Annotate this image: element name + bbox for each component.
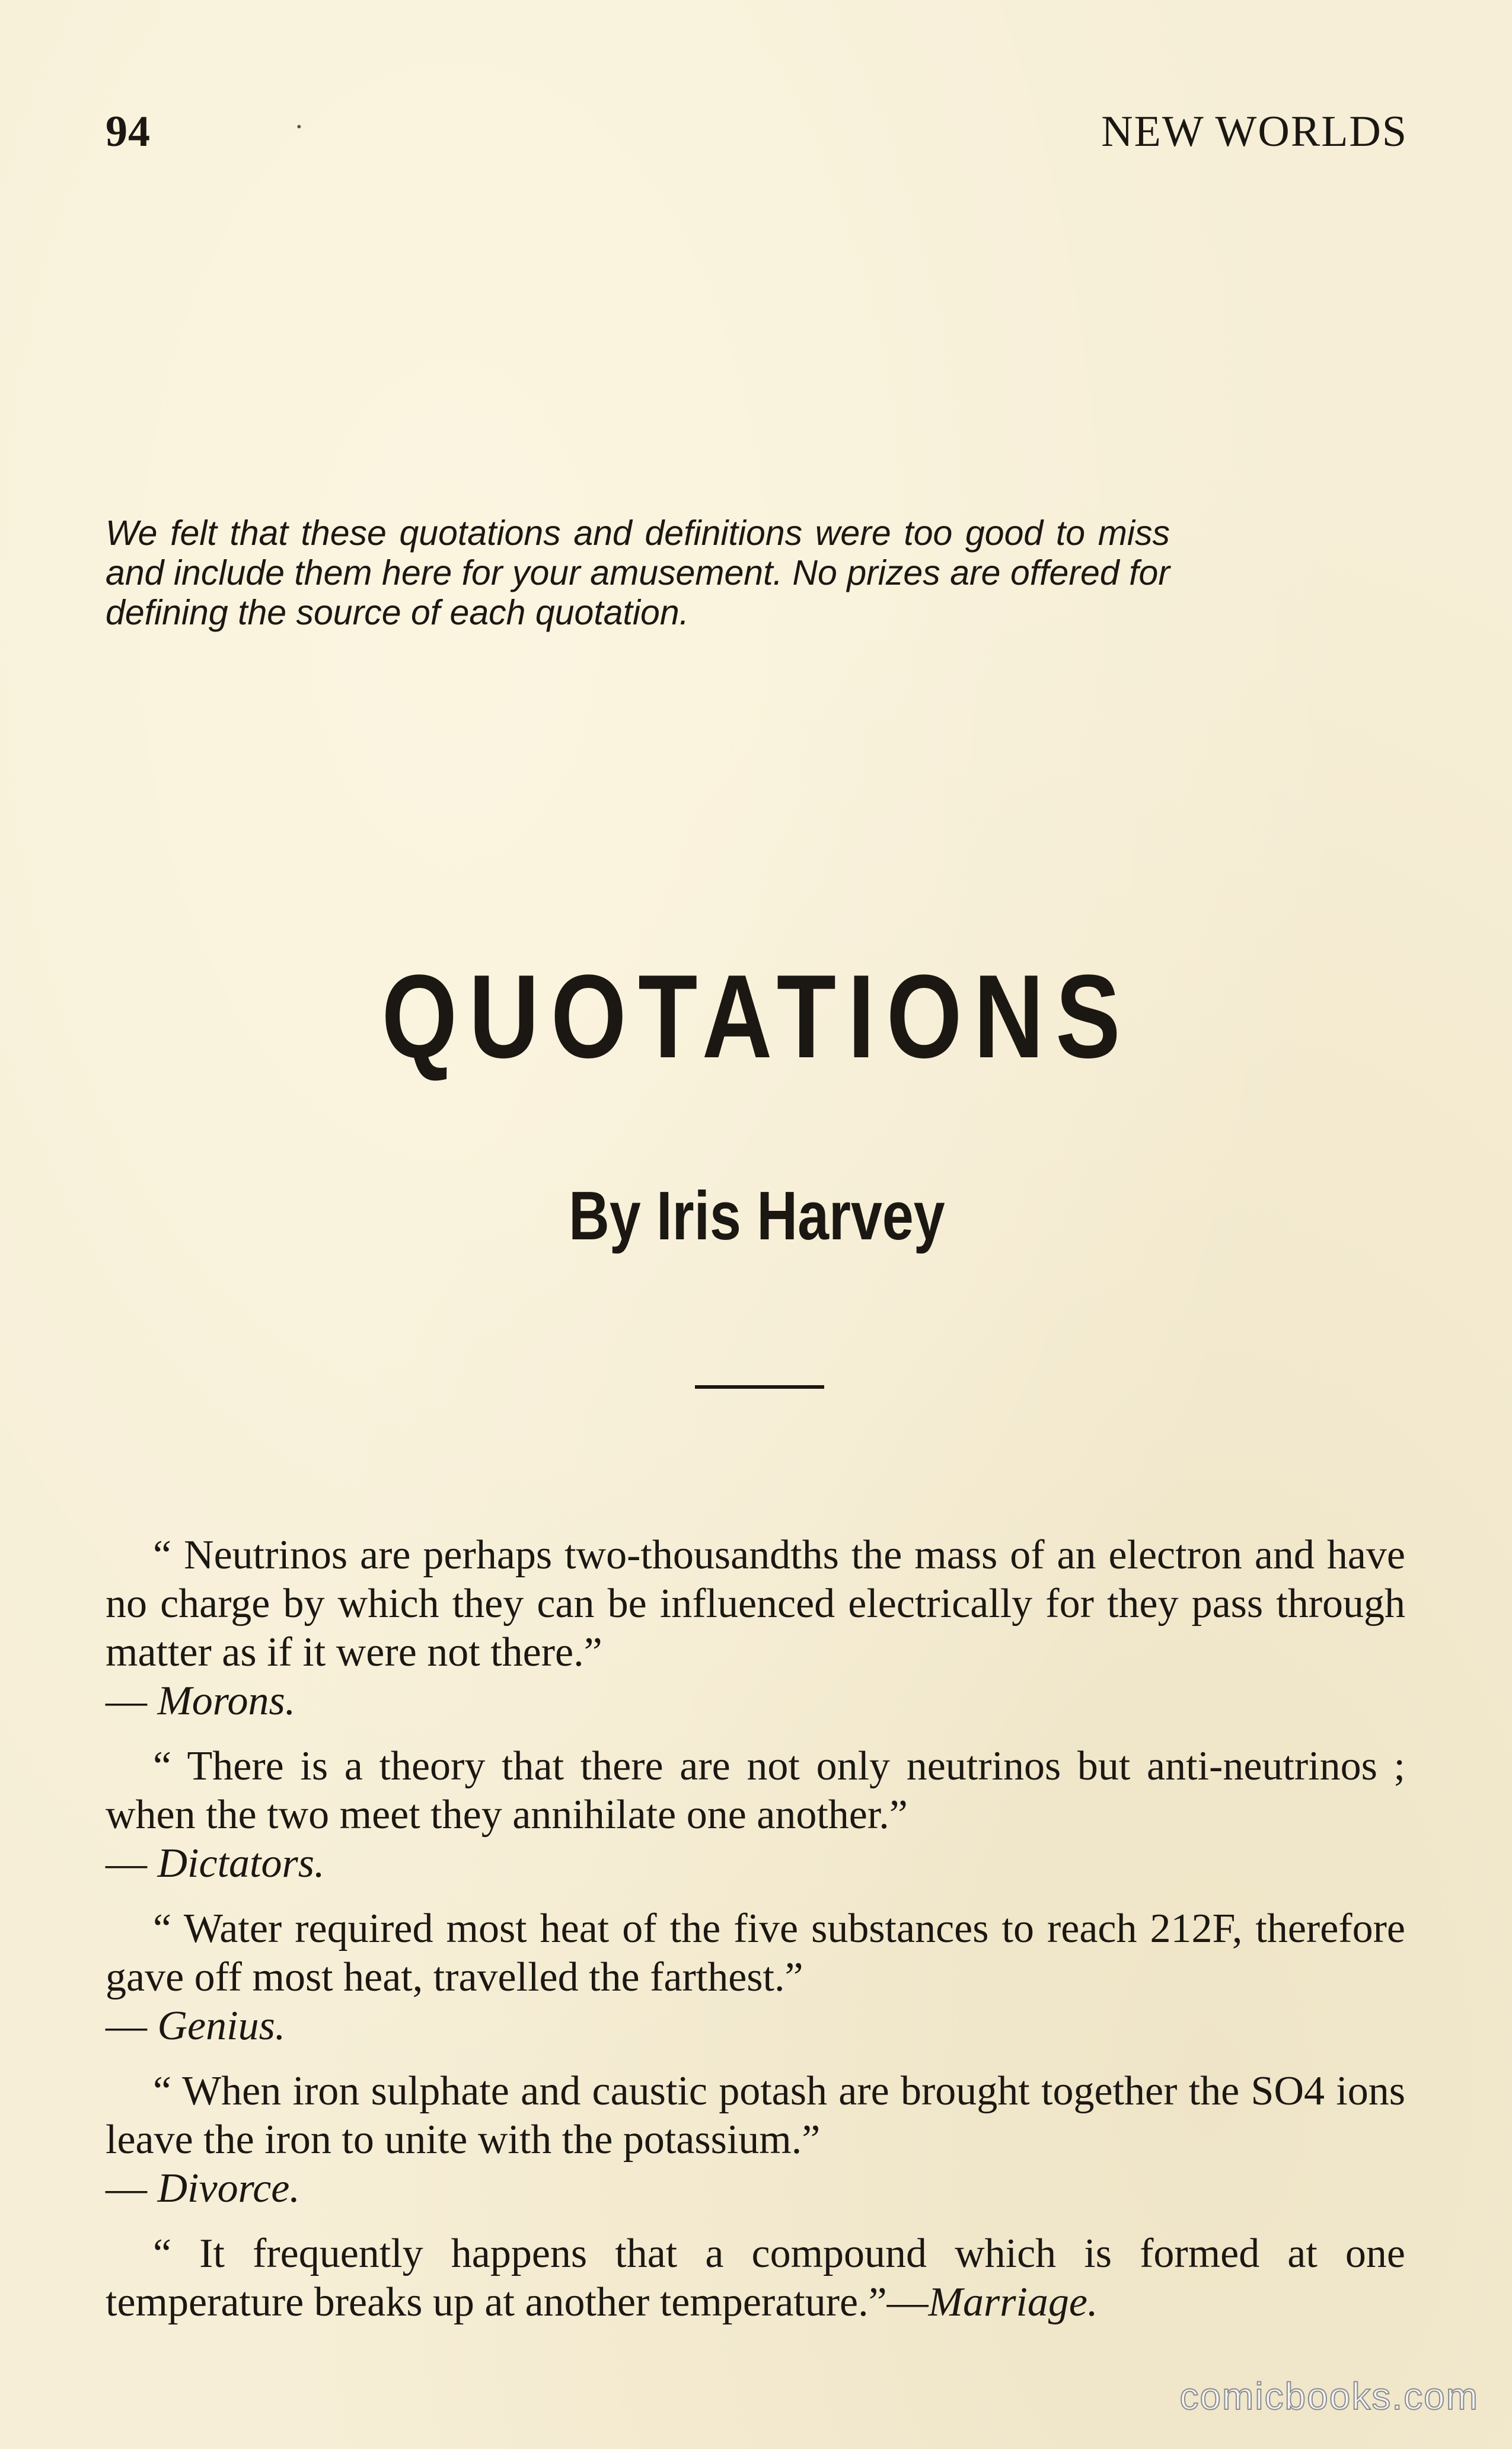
attribution-name: Genius.	[157, 2003, 286, 2049]
attribution-name: Divorce.	[157, 2166, 300, 2211]
quotation-attribution	[106, 2164, 1405, 2213]
quotation-text: “ Neutrinos are perhaps two-thousandths the mass of an electron and have no charge by which they can be influenced electrically for they pass through matter as if it were not there.”	[106, 1532, 1405, 1675]
quotation-text: “ There is a theory that there are not only neutrinos but anti-neutrinos ; when the two meet they annihilate one another.”	[106, 1743, 1405, 1838]
quotation-item	[106, 2067, 1405, 2213]
attribution-name: Morons.	[157, 1678, 296, 1724]
quotation-item	[106, 1531, 1405, 1726]
page-number: 94	[106, 107, 151, 156]
running-head: NEW WORLDS	[1101, 107, 1408, 156]
header-dot: ·	[294, 110, 304, 143]
quotation-item	[106, 1742, 1405, 1888]
attribution-dash: —	[886, 2279, 929, 2325]
article-title: QUOTATIONS	[381, 951, 1133, 1083]
attribution-dash: —	[106, 2003, 158, 2049]
article-byline: By Iris Harvey	[569, 1177, 945, 1254]
watermark: comicbooks.com	[1179, 2375, 1479, 2418]
attribution-name: Dictators.	[157, 1841, 325, 1886]
quotation-text: “ It frequently happens that a compound which is formed at one temperature breaks up at another temperature.”	[106, 2231, 1405, 2325]
section-divider	[695, 1385, 824, 1389]
quotation-item	[106, 2230, 1405, 2327]
quotation-text: “ When iron sulphate and caustic potash are brought together the SO4 ions leave the iron to unite with the potassium.”	[106, 2068, 1405, 2163]
attribution-dash: —	[106, 1678, 158, 1724]
attribution-dash: —	[106, 2166, 158, 2211]
editorial-intro: We felt that these quotations and definitions were too good to miss and include them here for your amusement. No prizes are offered for defining the source of each quotation.	[106, 514, 1170, 632]
quotation-attribution	[106, 1677, 1405, 1726]
quotation-attribution	[106, 2002, 1405, 2051]
attribution-name: Marriage.	[928, 2279, 1098, 2325]
attribution-dash: —	[106, 1841, 158, 1886]
page-header	[106, 107, 1408, 160]
quotation-attribution	[106, 1839, 1405, 1888]
quotation-text: “ Water required most heat of the five substances to reach 212F, therefore gave off most heat, travelled the farthest.”	[106, 1906, 1405, 2000]
quotations-list	[106, 1531, 1405, 2343]
quotation-item	[106, 1905, 1405, 2051]
